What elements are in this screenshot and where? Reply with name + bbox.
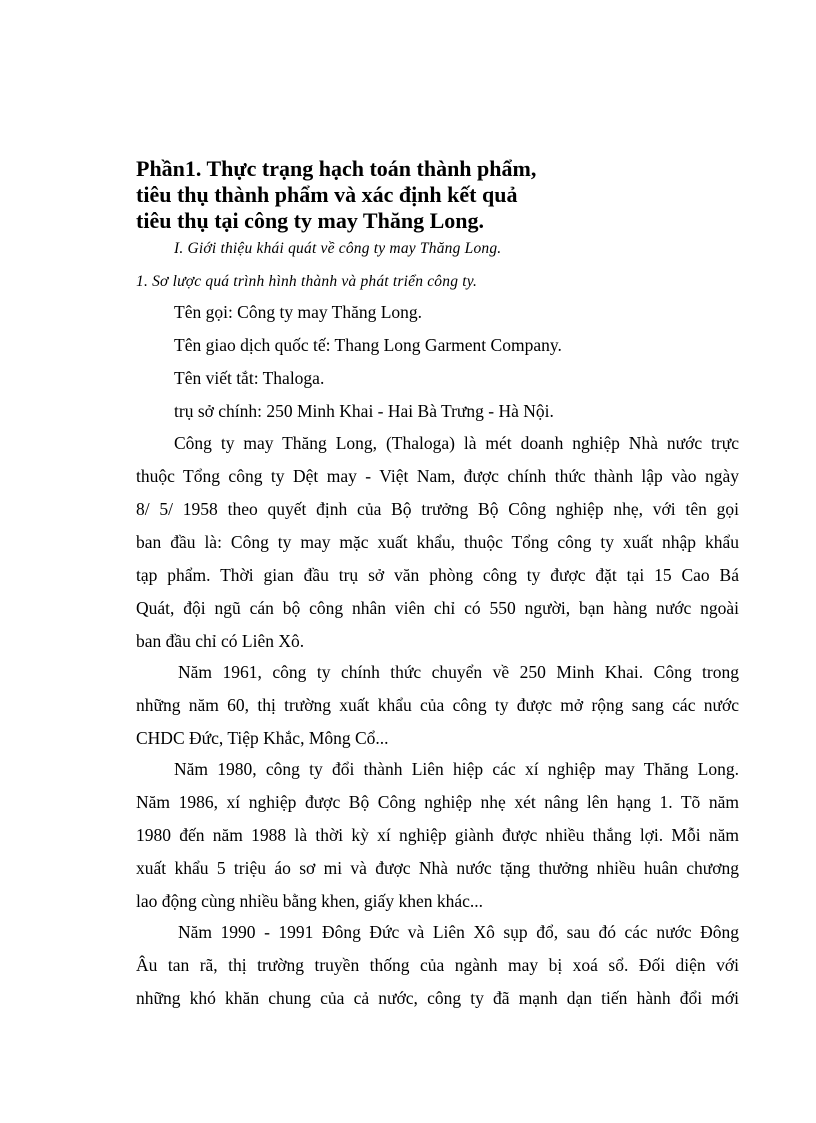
paragraph-line: CHDC Đức, Tiệp Khắc, Mông Cổ... bbox=[136, 728, 389, 748]
paragraph-line: ban đầu chỉ có Liên Xô. bbox=[136, 631, 305, 651]
subsection-heading: 1. Sơ lược quá trình hình thành và phát triển công ty. bbox=[136, 273, 478, 290]
title-line: tiêu thụ thành phẩm và xác định kết quả bbox=[136, 182, 518, 207]
paragraph-line: Quát, đội ngũ cán bộ công nhân viên chỉ có 550 người, bạn hàng nước ngoài bbox=[136, 598, 739, 618]
company-headquarters: trụ sở chính: 250 Minh Khai - Hai Bà Trưng - Hà Nội. bbox=[174, 401, 554, 421]
paragraph-line: ban đầu là: Công ty may mặc xuất khẩu, thuộc Tổng công ty xuất nhập khẩu bbox=[136, 532, 739, 552]
title-line: Phần1. Thực trạng hạch toán thành phẩm, bbox=[136, 156, 537, 181]
paragraph-line: lao động cùng nhiều bằng khen, giấy khen khác... bbox=[136, 891, 483, 911]
document-title bbox=[136, 156, 696, 234]
company-international-name: Tên giao dịch quốc tế: Thang Long Garment Company. bbox=[174, 335, 562, 355]
paragraph-line: Âu tan rã, thị trường truyền thống của ngành may bị xoá sổ. Đối diện với bbox=[136, 955, 739, 975]
paragraph-line: thuộc Tổng công ty Dệt may - Việt Nam, được chính thức thành lập vào ngày bbox=[136, 466, 739, 486]
company-short-name: Tên viết tắt: Thaloga. bbox=[174, 368, 325, 388]
company-name: Tên gọi: Công ty may Thăng Long. bbox=[174, 302, 423, 322]
paragraph-line: Năm 1980, công ty đổi thành Liên hiệp các xí nghiệp may Thăng Long. bbox=[174, 759, 739, 779]
paragraph-line: những năm 60, thị trường xuất khẩu của công ty được mở rộng sang các nước bbox=[136, 695, 739, 715]
paragraph-line: Công ty may Thăng Long, (Thaloga) là mét doanh nghiệp Nhà nước trực bbox=[174, 433, 739, 453]
paragraph-line: 8/ 5/ 1958 theo quyết định của Bộ trưởng Bộ Công nghiệp nhẹ, với tên gọi bbox=[136, 499, 739, 519]
paragraph-line: những khó khăn chung của cả nước, công ty đã mạnh dạn tiến hành đổi mới bbox=[136, 988, 739, 1008]
paragraph-line: Năm 1990 - 1991 Đông Đức và Liên Xô sụp đổ, sau đó các nước Đông bbox=[178, 922, 739, 942]
paragraph-line: Năm 1961, công ty chính thức chuyển về 250 Minh Khai. Công trong bbox=[178, 662, 739, 682]
paragraph-line: 1980 đến năm 1988 là thời kỳ xí nghiệp giành được nhiều thắng lợi. Mỗi năm bbox=[136, 825, 739, 845]
paragraph-line: tạp phẩm. Thời gian đầu trụ sở văn phòng công ty được đặt tại 15 Cao Bá bbox=[136, 565, 739, 585]
paragraph-line: Năm 1986, xí nghiệp được Bộ Công nghiệp nhẹ xét nâng lên hạng 1. Tõ năm bbox=[136, 792, 739, 812]
paragraph-line: xuất khẩu 5 triệu áo sơ mi và được Nhà nước tặng thưởng nhiều huân chương bbox=[136, 858, 739, 878]
title-line: tiêu thụ tại công ty may Thăng Long. bbox=[136, 208, 484, 233]
section-heading: I. Giới thiệu khái quát về công ty may Thăng Long. bbox=[174, 240, 502, 257]
